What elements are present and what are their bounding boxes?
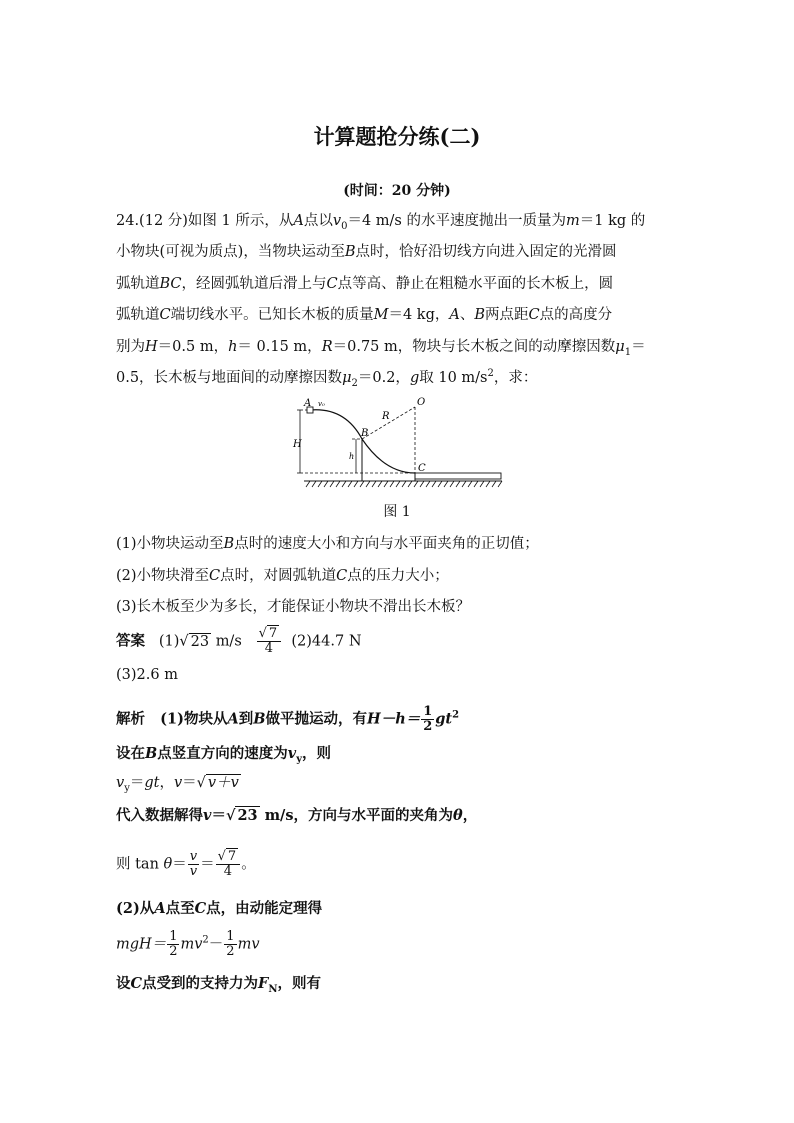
problem-line-6: 0.5，长木板与地面间的动摩擦因数$\mu_2=0.2$，g取 10 $m/s^2$，求： [116, 368, 538, 389]
answer-line: 答案 (1)√ 23 m/s $\frac{√ 7}{4}$ (2)44.7 N [116, 626, 362, 656]
physics-diagram [290, 395, 510, 495]
problem-line-5: 别为H＝0.5 m，h＝ 0.15 m，R＝0.75 m，物块与长木板之间的动摩擦因数$\mu_1=$ [116, 339, 646, 358]
label-r: R [382, 411, 390, 422]
solution-line-3: $v_y=gt$，v＝√ v＋v [116, 775, 239, 794]
solution-line-4: 代入数据解得v＝√ 23 m/s，方向与水平面的夹角为θ， [116, 807, 478, 824]
page-title: 计算题抢分练(二) [313, 124, 481, 149]
label-b: B [361, 428, 369, 439]
solution-line-6: (2)从A点至C点，由动能定理得 [116, 900, 323, 917]
problem-line-3: 弧轨道BC，经圆弧轨道后滑上与C点等高、静止在粗糙水平面的长木板上，圆 [116, 276, 614, 292]
answer-fraction: $\frac{√ 7}{4}$ [257, 627, 282, 656]
projectile-path [310, 410, 362, 439]
solution-line-7: mgH＝ $\frac{1}{2}$ $mv^2-$ $\frac{1}{2}$ mv [116, 929, 260, 959]
label-v0: v₀ [318, 400, 325, 408]
label-o: O [417, 397, 426, 408]
problem-line-4: 弧轨道C端切线水平。已知长木板的质量M＝4 kg，A、B两点距C点的高度分 [116, 307, 613, 323]
time-limit: (时间：20 分钟) [343, 183, 451, 199]
solution-label: 解析 [116, 710, 145, 728]
answer-line-2: (3)2.6 m [116, 667, 178, 683]
arc-track [362, 439, 415, 473]
figure-caption: 图 1 [383, 504, 411, 520]
solution-line-1: 解析 (1)物块从A到B做平抛运动，有H－h＝ $\frac{1}{2}$ $gt^2$ [116, 704, 460, 734]
problem-line-1: 24.(12 分)如图 1 所示，从A点以$v_0=4$ m/s 的水平速度抛出一质量为m＝1 kg 的 [116, 213, 646, 232]
label-c: C [418, 463, 426, 474]
long-board [415, 473, 501, 479]
question-1: (1)小物块运动至B点时的速度大小和方向与水平面夹角的正切值； [116, 536, 539, 552]
ground-hatching [306, 481, 502, 487]
solution-line-8: 设C点受到的支持力为$F_N$，则有 [116, 975, 321, 995]
label-a: A [304, 398, 312, 409]
question-3: (3)长木板至少为多长，才能保证小物块不滑出长木板？ [116, 599, 471, 615]
question-2: (2)小物块滑至C点时，对圆弧轨道C点的压力大小； [116, 568, 449, 584]
solution-line-2: 设在B点竖直方向的速度为$v_y$，则 [116, 745, 332, 765]
label-small-h: h [349, 452, 355, 461]
problem-line-2: 小物块(可视为质点)，当物块运动至B点时，恰好沿切线方向进入固定的光滑圆 [116, 244, 617, 260]
solution-line-5: 则 tan θ＝ $\frac{v}{v}$ ＝ $\frac{√ 7}{4}$ 。 [116, 849, 256, 879]
answer-label: 答案 [116, 632, 145, 650]
label-big-h: H [293, 439, 302, 450]
